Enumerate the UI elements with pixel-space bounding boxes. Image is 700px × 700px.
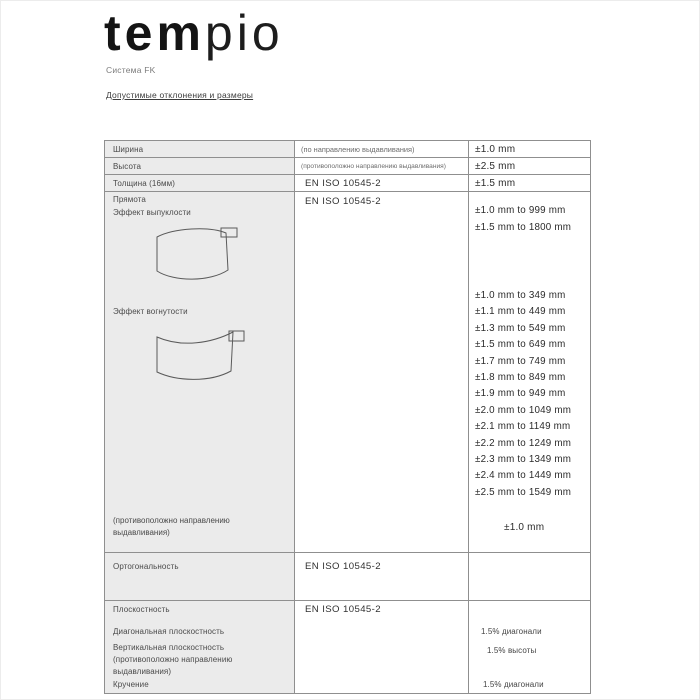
cell-flatness-values (468, 601, 590, 693)
logo-light-part: pio (204, 5, 284, 61)
orthogonality-label: Ортогональность (113, 562, 179, 571)
table-row-height (105, 157, 590, 174)
cell-orthogonality-value (468, 553, 590, 600)
thickness-label: Толщина (16мм) (113, 178, 175, 188)
straightness-label: Прямота (113, 195, 146, 204)
cell-orthogonality-label (105, 553, 294, 600)
table-row-straightness (105, 191, 590, 552)
tolerance-line: ±2.0 mm to 1049 mm (475, 404, 572, 416)
cell-straightness-standard (294, 192, 468, 552)
cell-straightness-labels (105, 192, 294, 552)
table-row-thickness (105, 174, 590, 191)
height-label: Высота (113, 161, 142, 171)
flatness-standard: EN ISO 10545-2 (305, 604, 381, 615)
flatness-label: Плоскостность (113, 605, 170, 614)
width-label: Ширина (113, 144, 144, 154)
tolerance-line: ±2.2 mm to 1249 mm (475, 437, 572, 449)
tolerance-line: ±2.5 mm to 1549 mm (475, 486, 572, 498)
concave-shape-diagram (154, 328, 249, 384)
tolerances-table (104, 140, 591, 694)
cell-height-label (105, 158, 294, 174)
width-value: ±1.0 mm (475, 143, 516, 155)
cell-flatness-labels (105, 601, 294, 693)
system-label: Система FK (106, 65, 156, 75)
tolerance-line: ±1.1 mm to 449 mm (475, 306, 566, 318)
tolerance-line: ±1.5 mm to 649 mm (475, 339, 566, 351)
cell-width-label (105, 141, 294, 157)
cell-height-note (294, 158, 468, 174)
orthogonality-standard: EN ISO 10545-2 (305, 561, 381, 572)
table-row-width (105, 141, 590, 157)
table-row-flatness (105, 600, 590, 693)
diagonal-flatness-label: Диагональная плоскостность (113, 627, 225, 636)
tolerance-line: ±2.4 mm to 1449 mm (475, 470, 572, 482)
tempio-logo (104, 5, 284, 61)
straightness-note: (противоположно направлению выдавливания) (113, 516, 230, 537)
tolerance-line: ±1.5 mm to 1800 mm (475, 221, 572, 233)
cell-thickness-label (105, 175, 294, 191)
tolerance-line: ±1.0 mm to 999 mm (475, 205, 566, 216)
cell-flatness-standard (294, 601, 468, 693)
straightness-standard: EN ISO 10545-2 (305, 196, 381, 207)
cell-width-note (294, 141, 468, 157)
tolerance-line: ±1.3 mm to 549 mm (475, 322, 566, 334)
vertical-flatness-label: Вертикальная плоскостность (противоположно направлению выдавливания) (113, 643, 233, 677)
tolerance-line: ±2.3 mm to 1349 mm (475, 453, 572, 465)
height-value: ±2.5 mm (475, 160, 516, 172)
height-note: (противоположно направлению выдавливания) (301, 162, 446, 170)
concave-effect-label: Эффект вогнутости (113, 307, 188, 316)
thickness-value: ±1.5 mm (475, 177, 516, 189)
tolerance-line: ±1.0 mm to 349 mm (475, 290, 566, 301)
logo-bold-part: tem (104, 5, 205, 61)
cell-orthogonality-standard (294, 553, 468, 600)
straightness-note-value: ±1.0 mm (504, 522, 545, 533)
diagonal-flatness-value: 1.5% диагонали (481, 627, 542, 636)
tolerance-line: ±2.1 mm to 1149 mm (475, 421, 571, 433)
vertical-flatness-value: 1.5% высоты (487, 646, 537, 655)
tolerance-line: ±1.9 mm to 949 mm (475, 388, 566, 400)
torsion-label: Кручение (113, 680, 149, 689)
width-note: (по направлению выдавливания) (301, 144, 415, 154)
torsion-value: 1.5% диагонали (483, 680, 544, 689)
tolerance-line: ±1.7 mm to 749 mm (475, 355, 566, 367)
tolerances-link[interactable]: Допустимые отклонения и размеры (106, 90, 254, 100)
table-row-orthogonality (105, 552, 590, 600)
cell-width-value (468, 141, 590, 157)
concave-tolerance-values (475, 290, 571, 503)
thickness-standard: EN ISO 10545-2 (305, 177, 381, 189)
cell-thickness-standard (294, 175, 468, 191)
cell-height-value (468, 158, 590, 174)
cell-thickness-value (468, 175, 590, 191)
convex-shape-diagram (154, 225, 246, 283)
tolerance-line: ±1.8 mm to 849 mm (475, 371, 566, 383)
cell-straightness-values (468, 192, 590, 552)
convex-tolerance-values (475, 205, 571, 238)
convex-effect-label: Эффект выпуклости (113, 208, 191, 217)
